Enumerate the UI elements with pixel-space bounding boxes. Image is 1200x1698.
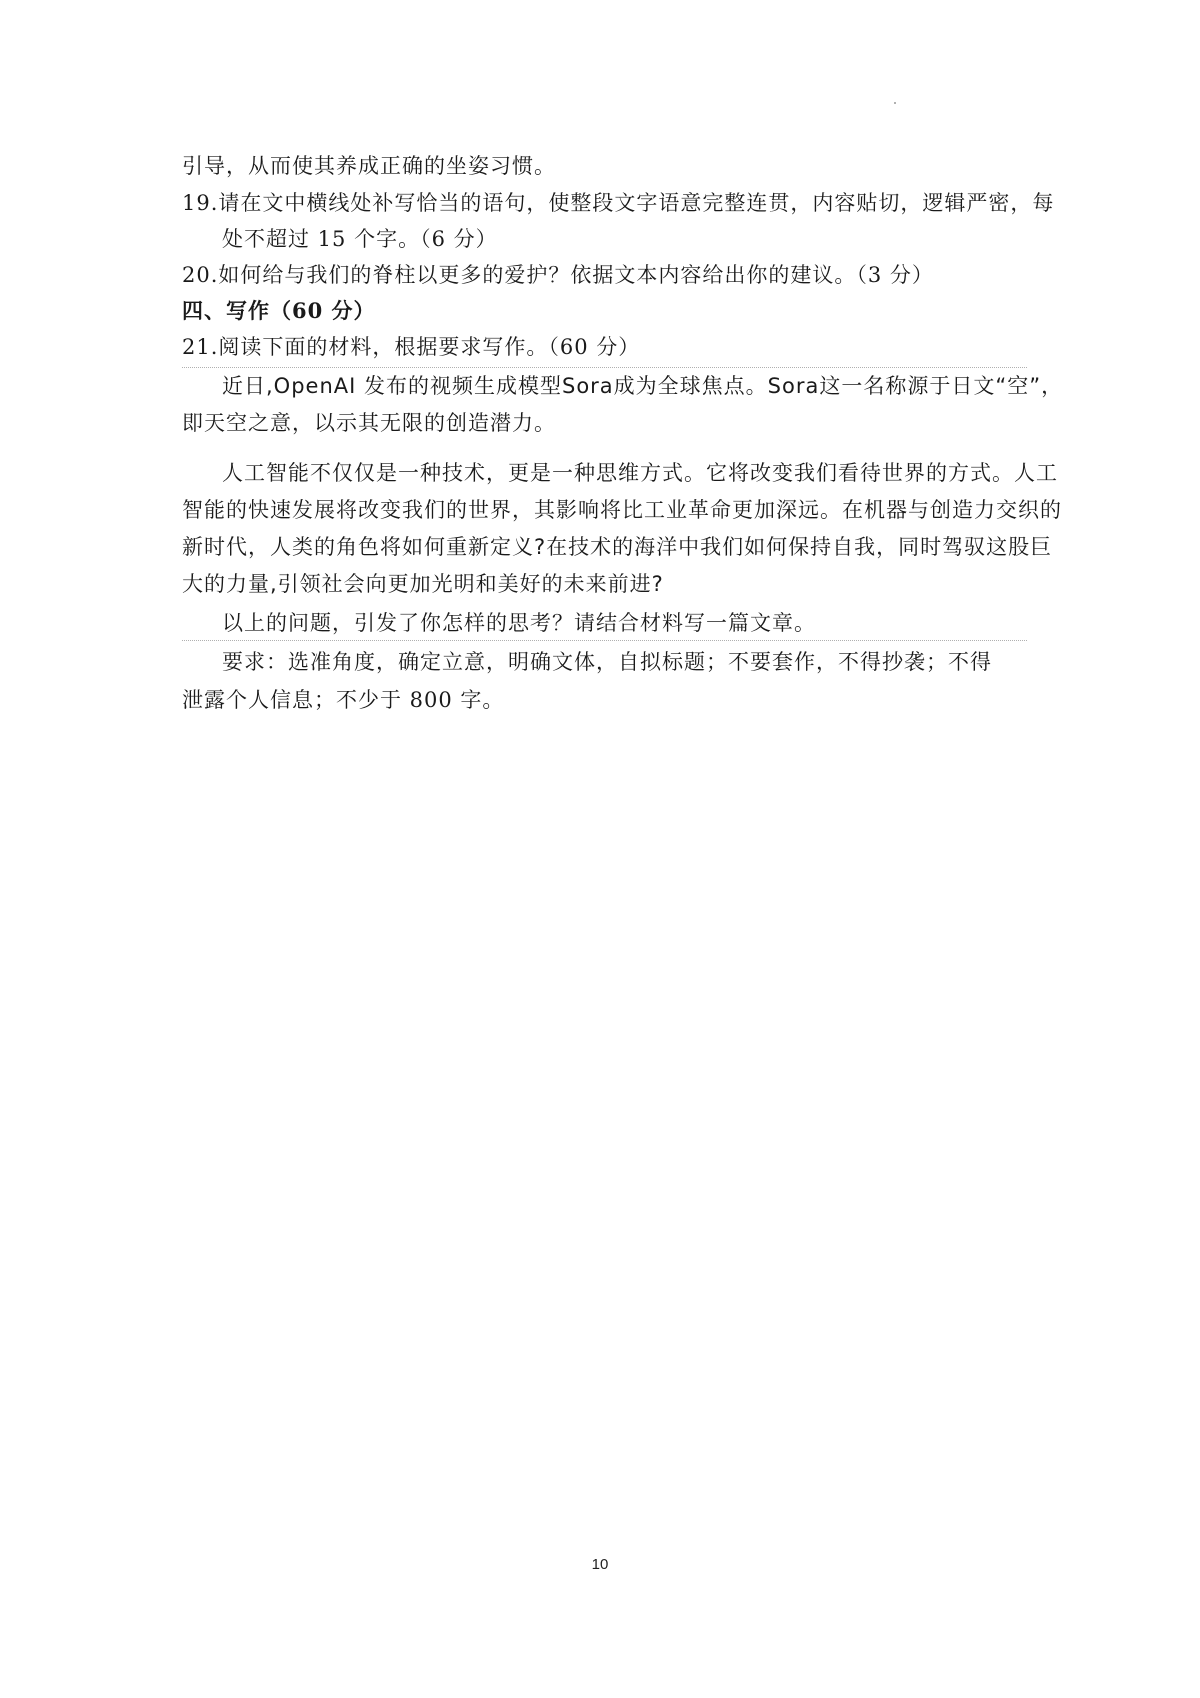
requirements-line-1: 要求：选准角度，确定立意，明确文体，自拟标题；不要套作，不得抄袭；不得 bbox=[222, 650, 992, 674]
material-para-2-line-3: 新时代，人类的角色将如何重新定义?在技术的海洋中我们如何保持自我，同时驾驭这股巨 bbox=[182, 535, 1053, 559]
material-para-1-line-2: 即天空之意，以示其无限的创造潜力。 bbox=[182, 411, 556, 435]
page-number: 10 bbox=[591, 1556, 609, 1573]
section-heading-writing: 四、写作（60 分） bbox=[182, 298, 376, 323]
prompt-question: 以上的问题，引发了你怎样的思考？请结合材料写一篇文章。 bbox=[222, 611, 816, 635]
question-19-line-1: 19.请在文中横线处补写恰当的语句，使整段文字语意完整连贯，内容贴切，逻辑严密，每 bbox=[182, 191, 1055, 215]
material-para-1-line-1: 近日,OpenAI 发布的视频生成模型Sora成为全球焦点。Sora这一名称源于日文“空”， bbox=[222, 374, 1064, 398]
scan-speck bbox=[894, 102, 896, 104]
material-para-2-line-2: 智能的快速发展将改变我们的世界，其影响将比工业革命更加深远。在机器与创造力交织的 bbox=[182, 498, 1062, 522]
requirements-line-2: 泄露个人信息；不少于 800 字。 bbox=[182, 688, 505, 712]
material-bottom-divider bbox=[182, 640, 1027, 641]
question-20: 20.如何给与我们的脊柱以更多的爱护？依据文本内容给出你的建议。（3 分） bbox=[182, 263, 934, 287]
text-line-continuation: 引导，从而使其养成正确的坐姿习惯。 bbox=[182, 154, 556, 178]
question-21: 21.阅读下面的材料，根据要求写作。（60 分） bbox=[182, 335, 641, 359]
material-top-divider bbox=[182, 367, 1027, 368]
material-para-2-line-4: 大的力量,引领社会向更加光明和美好的未来前进? bbox=[182, 572, 664, 596]
question-19-line-2: 处不超过 15 个字。（6 分） bbox=[222, 227, 498, 251]
material-para-2-line-1: 人工智能不仅仅是一种技术，更是一种思维方式。它将改变我们看待世界的方式。人工 bbox=[222, 461, 1058, 485]
